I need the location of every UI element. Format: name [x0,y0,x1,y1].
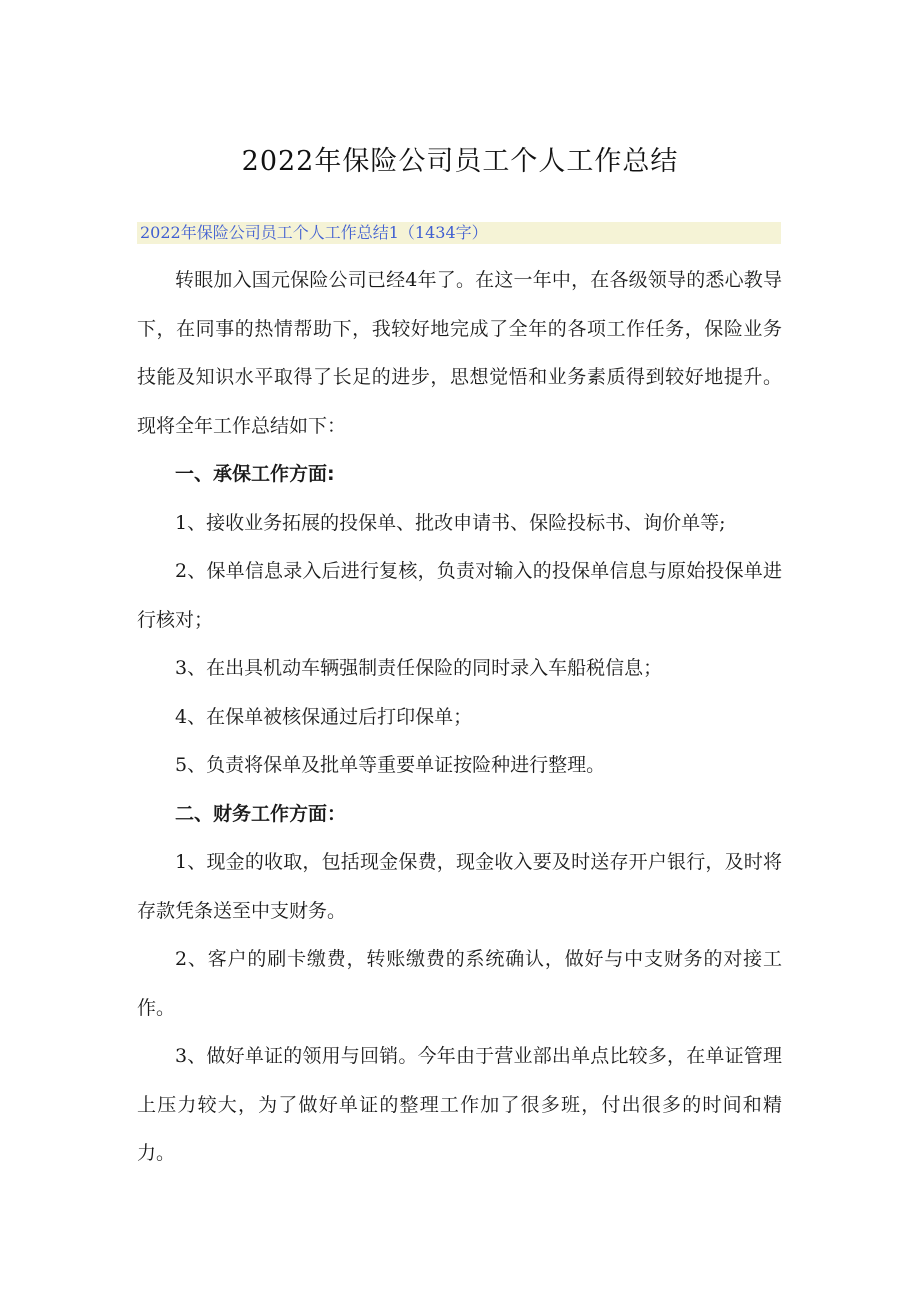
paragraph: 2、保单信息录入后进行复核，负责对输入的投保单信息与原始投保单进行核对； [137,560,782,631]
paragraph: 1、现金的收取，包括现金保费，现金收入要及时送存开户银行，及时将存款凭条送至中支财务。 [137,851,782,922]
paragraph: 3、在出具机动车辆强制责任保险的同时录入车船税信息； [175,657,663,679]
section-subtitle-link[interactable]: 2022年保险公司员工个人工作总结1（1434字） [140,223,488,242]
paragraph: 3、做好单证的领用与回销。今年由于营业部出单点比较多，在单证管理上压力较大，为了做好单证的整理工作加了很多班，付出很多的时间和精力。 [137,1045,782,1164]
paragraph: 4、在保单被核保通过后打印保单； [175,705,473,728]
paragraph-intro: 转眼加入国元保险公司已经4年了。在这一年中，在各级领导的悉心教导下，在同事的热情帮助下，我较好地完成了全年的各项工作任务，保险业务技能及知识水平取得了长足的进步，思想觉悟和业务素质得到较好地提升。现将全年工作总结如下： [137,269,782,437]
paragraph: 5、负责将保单及批单等重要单证按险种进行整理。 [175,754,606,776]
section-heading-underwriting: 一、承保工作方面: [175,463,335,485]
document-title: 2022年保险公司员工个人工作总结 [241,146,679,177]
document-body [137,256,782,1178]
section-heading-finance: 二、财务工作方面： [175,802,347,825]
paragraph: 1、接收业务拓展的投保单、批改申请书、保险投标书、询价单等; [175,511,726,534]
paragraph: 2、客户的刷卡缴费，转账缴费的系统确认，做好与中支财务的对接工作。 [137,948,782,1019]
